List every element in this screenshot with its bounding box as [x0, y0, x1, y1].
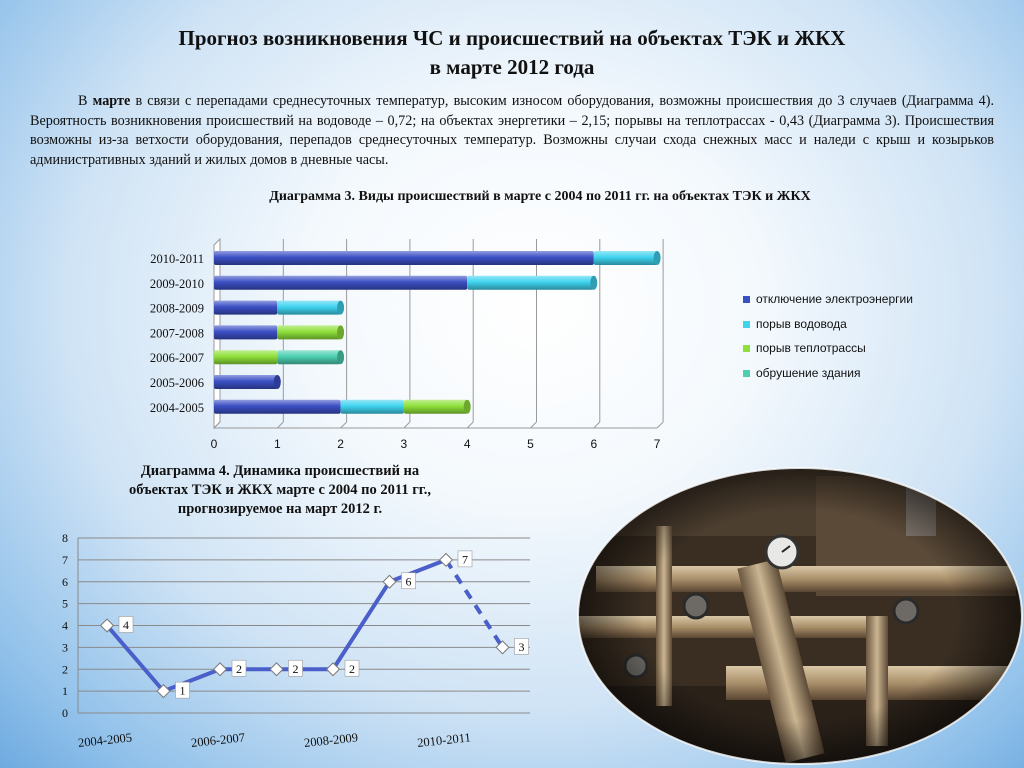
chart4-data-label: 2 — [349, 661, 355, 676]
chart4-y-tick-label: 6 — [62, 574, 68, 589]
chart3-grid-floor — [594, 422, 600, 428]
chart4-data-label: 7 — [462, 552, 468, 567]
chart4-data-label: 2 — [292, 661, 299, 676]
chart3-category-label: 2004-2005 — [149, 400, 204, 415]
intro-text: в связи с перепадами среднесуточных температур, высоким износом оборудования, возможны происшествия до 3 случаев (Диаграмма 4). Вероятность возникновения происшествий на водоводе – 0,72; на объектах энергетики – 2,15; порывы на теплотрассах - 0,43 (Диаграмма 3). Происшествия возможны из-за ветхости оборудования, перепадов среднесуточных температур. Возможны случаи схода снежных масс и наледи с крыш и козырьков административных зданий и жилых домов в дневные часы. — [30, 93, 995, 168]
chart3-category-label: 2005-2006 — [149, 376, 204, 390]
chart3-bar-cap — [274, 375, 281, 389]
chart4-x-tick-label: 2004-2005 — [77, 730, 133, 751]
chart3-category-label: 2008-2009 — [149, 301, 204, 316]
chart3-bar-segment — [467, 276, 594, 290]
chart3-bar-chart — [130, 235, 690, 460]
chart4-data-label: 4 — [123, 618, 129, 632]
chart3-bar-segment — [214, 276, 467, 290]
chart3-x-tick-label: 7 — [653, 437, 661, 451]
chart3-bar-segment — [341, 400, 404, 414]
chart3-legend — [743, 292, 913, 390]
chart4-data-label: 1 — [179, 683, 186, 698]
chart3-bar-segment — [214, 325, 277, 339]
chart3-legend-label: порыв теплотрассы — [756, 341, 866, 355]
chart4-caption-line-2: объектах ТЭК и ЖКХ марте с 2004 по 2011 гг., — [129, 482, 431, 498]
chart3-grid-floor — [404, 422, 410, 428]
chart3-bar-segment — [594, 251, 657, 265]
chart3-legend-item — [743, 317, 913, 342]
chart3-x-tick-label: 5 — [527, 437, 534, 451]
chart3-legend-swatch — [743, 296, 750, 303]
chart3-grid-floor — [467, 422, 473, 428]
chart3-x-tick-label: 1 — [273, 437, 281, 451]
chart3-legend-swatch — [743, 370, 750, 377]
chart3-x-tick-label: 6 — [590, 437, 598, 451]
chart3-legend-label: отключение электроэнергии — [756, 292, 913, 306]
chart3-legend-item — [743, 292, 913, 317]
chart3-bar-segment — [277, 350, 340, 364]
chart4-data-label: 6 — [405, 574, 412, 589]
pipes-photo — [576, 466, 1024, 766]
chart3-bar-cap — [464, 400, 471, 414]
chart4-x-tick-label: 2006-2007 — [190, 730, 246, 751]
chart3-bar-segment — [214, 350, 277, 364]
chart4-y-tick-label: 8 — [62, 531, 68, 545]
chart4-data-label: 2 — [236, 661, 242, 676]
chart3-category-label: 2007-2008 — [149, 326, 204, 341]
chart4-caption-line-3: прогнозируемое на март 2012 г. — [177, 501, 383, 517]
chart4-caption — [95, 462, 465, 519]
chart3-legend-label: обрушение здания — [756, 365, 861, 380]
chart3-bar-cap — [337, 350, 344, 364]
chart3-bar-segment — [214, 251, 594, 265]
chart3-bar-segment — [214, 400, 341, 414]
chart4-x-tick-label: 2008-2009 — [303, 730, 359, 751]
chart3-bar-segment — [404, 400, 467, 414]
chart4-point-marker — [214, 663, 227, 676]
chart3-category-label: 2006-2007 — [149, 351, 204, 366]
chart4-y-tick-label: 0 — [62, 706, 68, 720]
chart3-category-label: 2010-2011 — [150, 252, 204, 266]
chart4-x-tick-label: 2010-2011 — [416, 730, 472, 750]
chart3-x-tick-label: 4 — [463, 437, 471, 451]
chart4-y-tick-label: 5 — [62, 596, 68, 611]
chart3-grid-floor — [531, 422, 537, 428]
title-line-1: Прогноз возникновения ЧС и происшествий на объектах ТЭК и ЖКХ — [178, 26, 846, 50]
chart4-line-chart — [40, 528, 540, 753]
chart3-bar-cap — [337, 301, 344, 315]
chart4-y-tick-label: 4 — [62, 618, 68, 633]
chart4-point-marker — [270, 663, 283, 676]
chart4-y-tick-label: 7 — [62, 552, 68, 567]
chart3-x-tick-label: 2 — [337, 437, 344, 451]
chart4-y-tick-label: 1 — [62, 684, 68, 699]
chart3-bar-segment — [277, 325, 340, 339]
title-line-2: в марте 2012 года — [429, 55, 595, 79]
intro-paragraph — [30, 92, 994, 170]
chart4-y-tick-label: 3 — [62, 640, 68, 655]
intro-prefix: В — [78, 93, 93, 109]
chart3-bar-segment — [214, 375, 277, 389]
chart3-bar-cap — [654, 251, 661, 265]
chart3-x-tick-label: 0 — [210, 437, 218, 451]
chart3-caption: Диаграмма 3. Виды происшествий в марте с 2004 по 2011 гг. на объектах ТЭК и ЖКХ — [269, 189, 811, 204]
chart3-grid-floor — [341, 422, 347, 428]
chart3-legend-label: порыв водовода — [756, 316, 847, 331]
chart3-x-tick-label: 3 — [400, 437, 408, 451]
chart3-legend-swatch — [743, 345, 750, 352]
chart3-bar-cap — [337, 325, 344, 339]
chart3-bar-cap — [590, 276, 597, 290]
intro-bold-word: марте — [92, 93, 131, 109]
chart3-legend-item — [743, 366, 913, 391]
chart3-bar-segment — [214, 301, 277, 315]
chart3-legend-item — [743, 341, 913, 366]
chart3-category-label: 2009-2010 — [149, 276, 204, 291]
chart4-data-label: 3 — [518, 639, 525, 654]
chart3-grid-floor — [657, 422, 663, 428]
chart3-grid-floor — [277, 422, 283, 428]
chart3-bar-segment — [277, 301, 340, 315]
slide-title — [0, 24, 1024, 82]
chart3-legend-swatch — [743, 321, 750, 328]
chart4-caption-line-1: Диаграмма 4. Динамика происшествий на — [140, 463, 420, 479]
chart4-y-tick-label: 2 — [62, 662, 68, 677]
